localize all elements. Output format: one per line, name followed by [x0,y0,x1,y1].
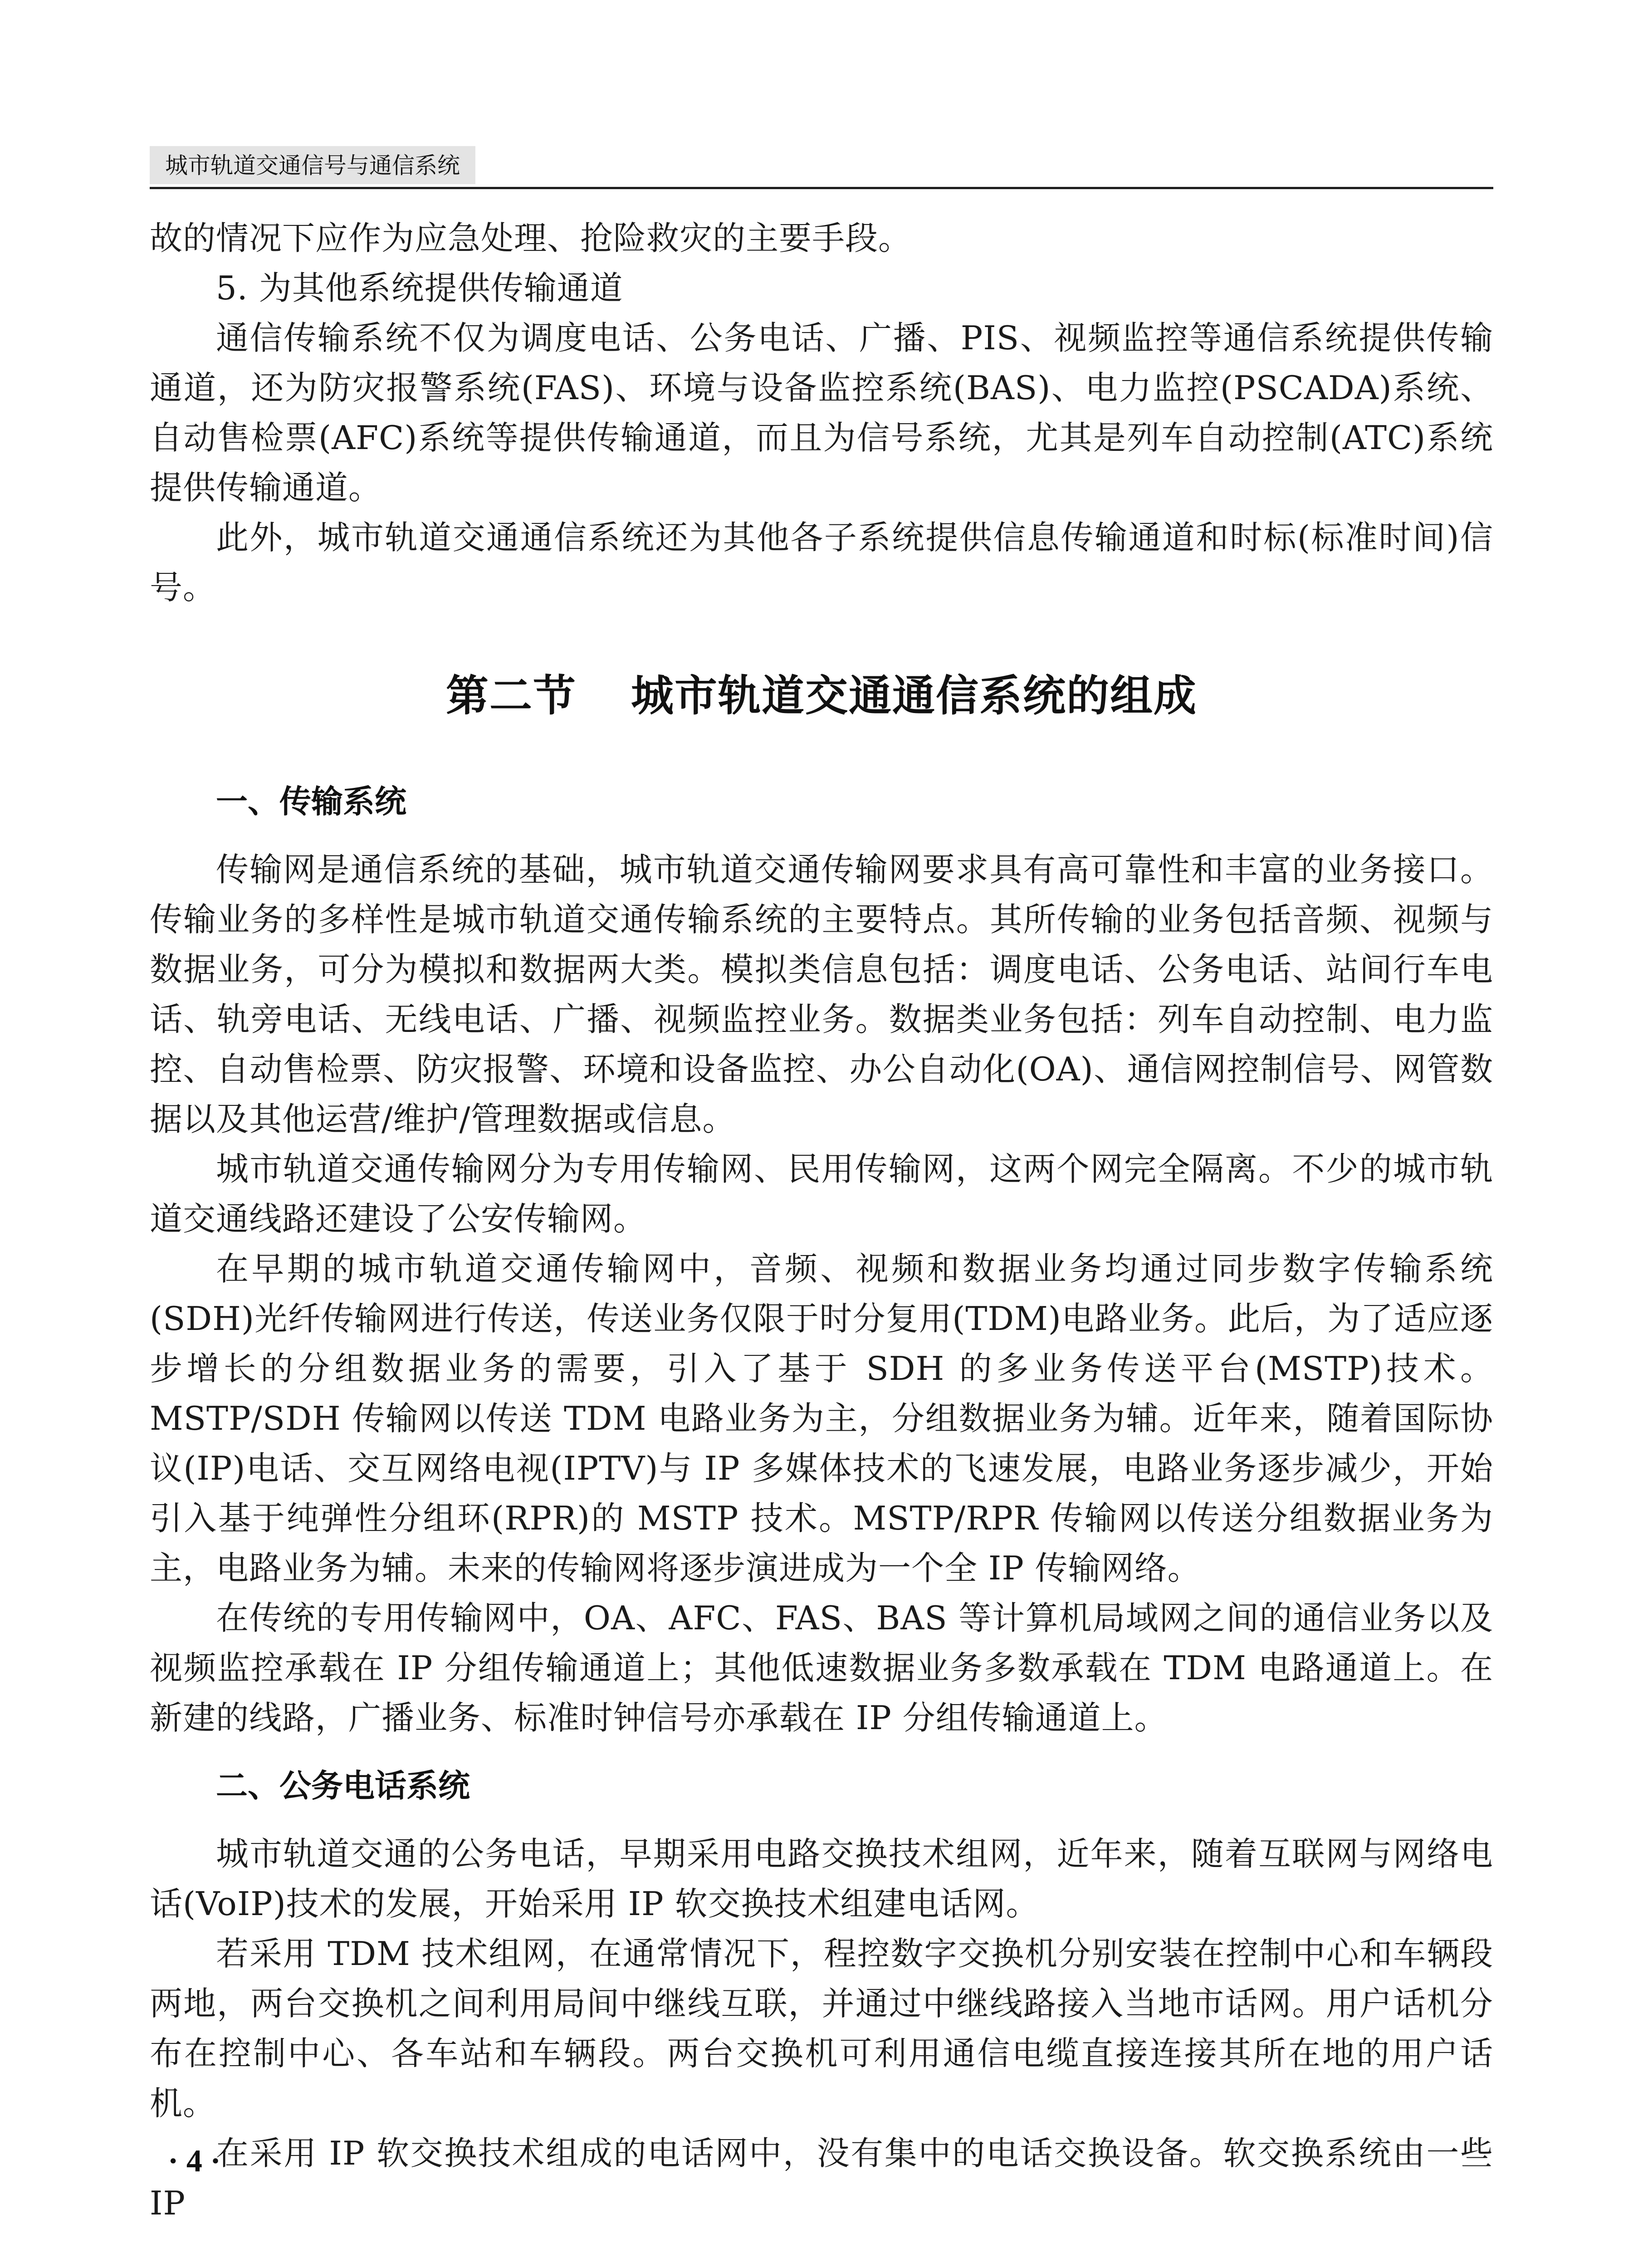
paragraph: 在采用 IP 软交换技术组成的电话网中，没有集中的电话交换设备。软交换系统由一些 IP [150,2134,1493,2222]
section-title-text: 城市轨道交通通信系统的组成 [631,671,1198,721]
page-body [150,213,1493,2228]
paragraph: 城市轨道交通的公务电话，早期采用电路交换技术组网，近年来，随着互联网与网络电话(VoIP)技术的发展，开始采用 IP 软交换技术组建电话网。 [150,1835,1493,1923]
paragraph: 通信传输系统不仅为调度电话、公务电话、广播、PIS、视频监控等通信系统提供传输通道，还为防灾报警系统(FAS)、环境与设备监控系统(BAS)、电力监控(PSCADA)系统、自动售检票(AFC)系统等提供传输通道，而且为信号系统，尤其是列车自动控制(ATC)系统提供传输通道。 [150,319,1493,507]
paragraph: 在传统的专用传输网中，OA、AFC、FAS、BAS 等计算机局域网之间的通信业务以及视频监控承载在 IP 分组传输通道上；其他低速数据业务多数承载在 TDM 电路通道上。在新建的线路，广播业务、标准时钟信号亦承载在 IP 分组传输通道上。 [150,1599,1493,1737]
paragraph: 故的情况下应作为应急处理、抢险救灾的主要手段。 [150,219,912,257]
item-heading-5: 5. 为其他系统提供传输通道 [216,269,623,307]
running-head: 城市轨道交通信号与通信系统 [150,146,475,184]
header-rule [150,187,1493,189]
section-title [150,667,1493,726]
section-number: 第二节 [445,671,577,721]
paragraph: 传输网是通信系统的基础，城市轨道交通传输网要求具有高可靠性和丰富的业务接口。传输业务的多样性是城市轨道交通传输系统的主要特点。其所传输的业务包括音频、视频与数据业务，可分为模拟和数据两大类。模拟类信息包括：调度电话、公务电话、站间行车电话、轨旁电话、无线电话、广播、视频监控业务。数据类业务包括：列车自动控制、电力监控、自动售检票、防灾报警、环境和设备监控、办公自动化(OA)、通信网控制信号、网管数据以及其他运营/维护/管理数据或信息。 [150,850,1493,1138]
paragraph: 此外，城市轨道交通通信系统还为其他各子系统提供信息传输通道和时标(标准时间)信号。 [150,518,1493,606]
page-number: · 4 · [168,2144,221,2179]
subsection-title: 二、公务电话系统 [216,1767,470,1804]
subsection-title: 一、传输系统 [216,783,406,820]
paragraph: 城市轨道交通传输网分为专用传输网、民用传输网，这两个网完全隔离。不少的城市轨道交通线路还建设了公安传输网。 [150,1150,1493,1238]
paragraph: 若采用 TDM 技术组网，在通常情况下，程控数字交换机分别安装在控制中心和车辆段两地，两台交换机之间利用局间中继线互联，并通过中继线路接入当地市话网。用户话机分布在控制中心、各车站和车辆段。两台交换机可利用通信电缆直接连接其所在地的用户话机。 [150,1935,1493,2122]
paragraph: 在早期的城市轨道交通传输网中，音频、视频和数据业务均通过同步数字传输系统(SDH)光纤传输网进行传送，传送业务仅限于时分复用(TDM)电路业务。此后，为了适应逐步增长的分组数据业务的需要，引入了基于 SDH 的多业务传送平台(MSTP)技术。MSTP/SDH 传输网以传送 TDM 电路业务为主，分组数据业务为辅。近年来，随着国际协议(IP)电话、交互网络电视(IPTV)与 IP 多媒体技术的飞速发展，电路业务逐步减少，开始引入基于纯弹性分组环(RPR)的 MSTP 技术。MSTP/RPR 传输网以传送分组数据业务为主，电路业务为辅。未来的传输网将逐步演进成为一个全 IP 传输网络。 [150,1250,1493,1587]
